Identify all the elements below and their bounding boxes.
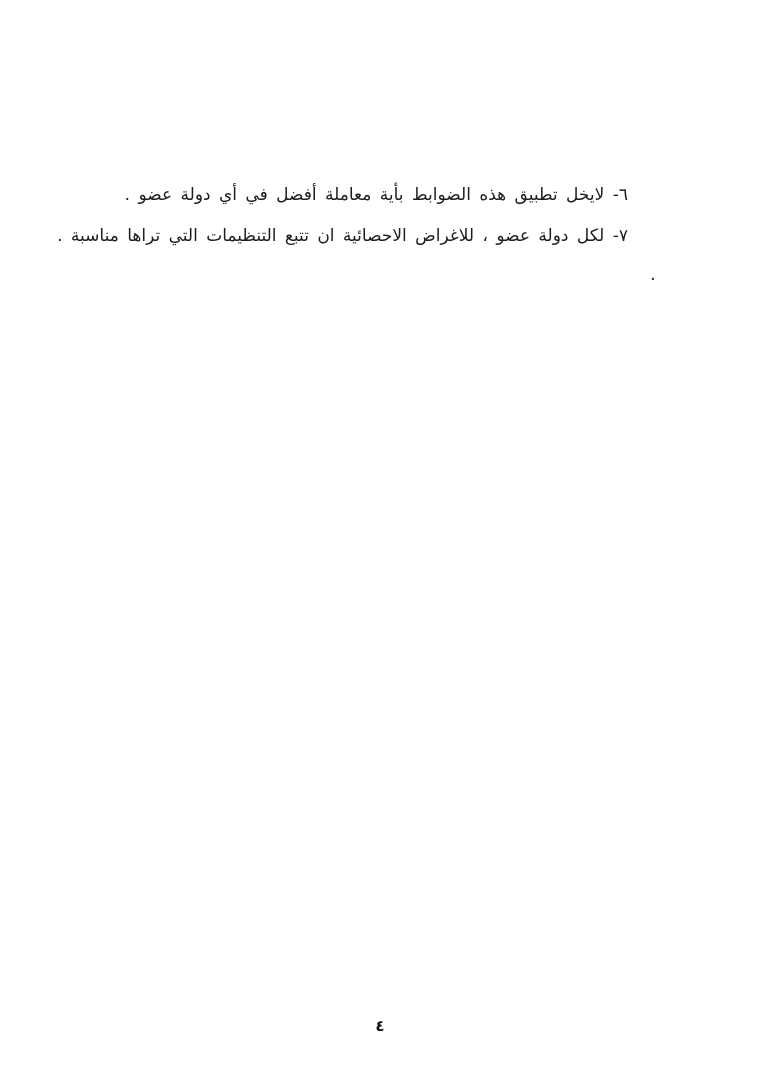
stray-ink-dot: . (650, 264, 656, 285)
page-number: ٤ (375, 1017, 385, 1035)
clause-text-block (57, 184, 628, 266)
clause-line-7: ٧- لكل دولة عضو ، للاغراض الاحصائية ان تتبع التنظيمات التي تراها مناسبة . (57, 226, 628, 246)
clause-line-6: ٦- لايخل تطبيق هذه الضوابط بأية معاملة أفضل في أي دولة عضو . (124, 185, 628, 205)
